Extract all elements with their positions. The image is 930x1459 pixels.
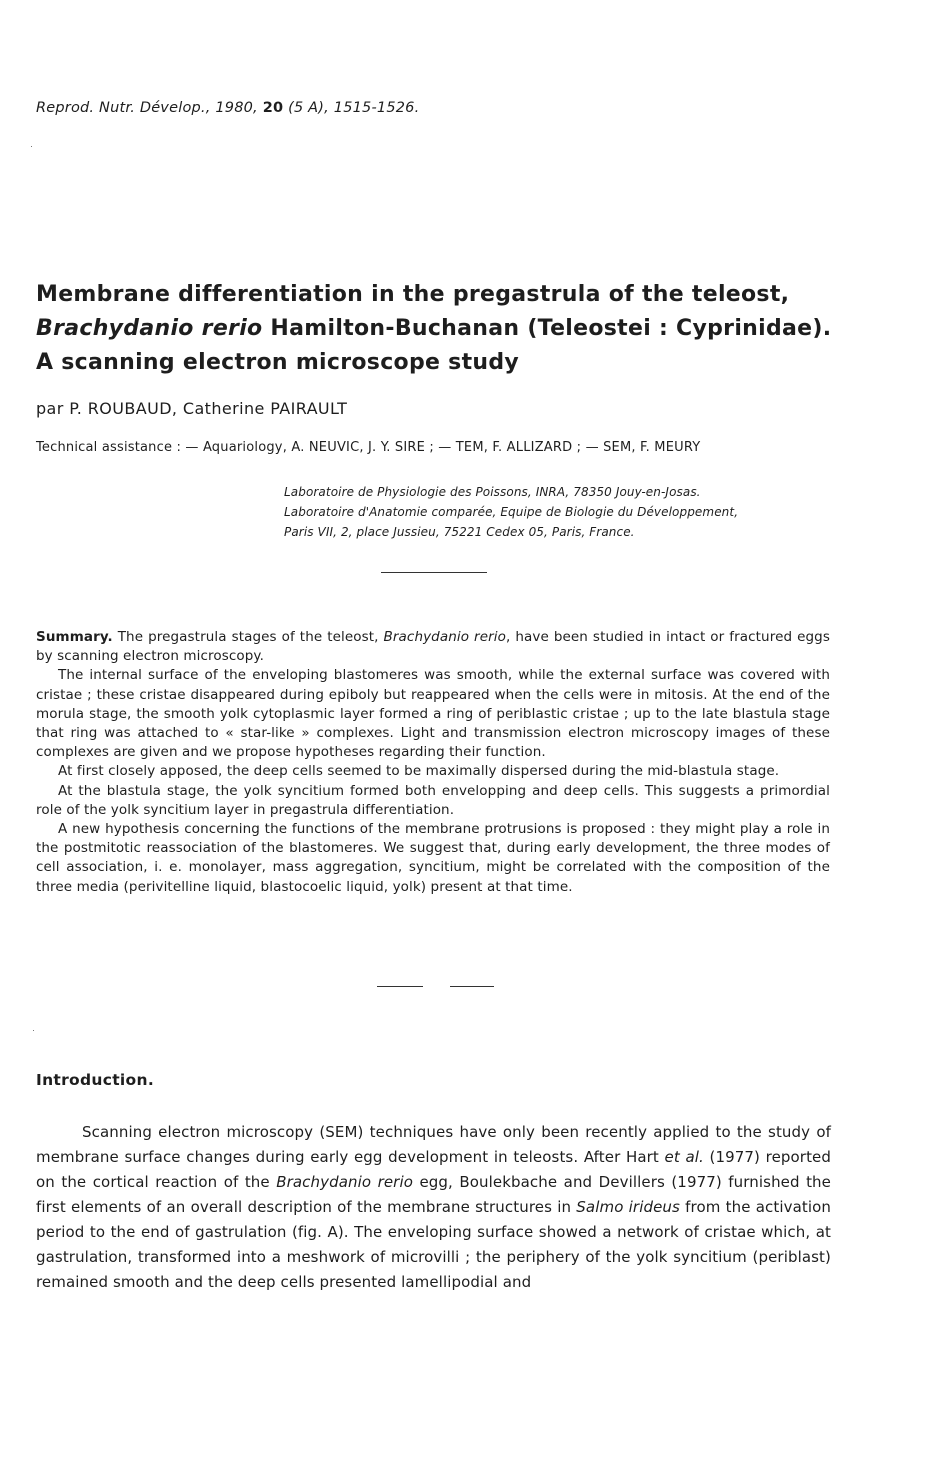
summary-paragraph: [36, 628, 830, 666]
title-species: Brachydanio rerio: [36, 316, 263, 341]
summary-separator-left: [377, 986, 423, 987]
title-line-2: [36, 312, 896, 346]
intro-text: Scanning electron microscopy (SEM) techniques have only been recently applied to the study of membrane surface changes during early egg development in teleosts. After Hart: [36, 1123, 831, 1166]
summary: [36, 628, 830, 897]
citation-volume: 20: [262, 100, 284, 116]
header-separator: [381, 572, 487, 573]
summary-paragraph: At the blastula stage, the yolk syncitium formed both envelopping and deep cells. This suggests a primordial role of the yolk syncitium layer in pregastrula differentiation.: [36, 782, 830, 818]
summary-text: The pregastrula stages of the teleost,: [112, 629, 384, 645]
summary-paragraph: At first closely apposed, the deep cells seemed to be maximally dispersed during the mid-blastula stage.: [58, 763, 780, 780]
summary-separator-right: [450, 986, 494, 987]
introduction-heading: Introduction.: [36, 1071, 155, 1089]
scan-mark: [31, 146, 32, 147]
intro-italic: et al.: [664, 1148, 704, 1166]
technical-assistance: Technical assistance : — Aquariology, A. NEUVIC, J. Y. SIRE ; — TEM, F. ALLIZARD ; — SEM, F. MEURY: [36, 440, 701, 455]
intro-text: egg, Boulekbache and Devillers (1977) furnished the first elements of an overall description of the membrane structures in: [36, 1173, 831, 1216]
affiliation-line: Laboratoire de Physiologie des Poissons, INRA, 78350 Jouy-en-Josas.: [284, 485, 701, 499]
summary-heading: Summary.: [36, 629, 113, 645]
citation-pages: (5 A), 1515-1526.: [283, 100, 420, 116]
summary-text: , have been studied in intact or fractured eggs by scanning electron microscopy.: [36, 629, 830, 665]
summary-paragraph: The internal surface of the enveloping blastomeres was smooth, while the external surface was covered with cristae ; these cristae disappeared during epiboly but reappeared when the cells were in mitosis. At the end of the morula stage, the smooth yolk cytoplasmic layer formed a ring of periblastic cristae ; up to the late blastula stage that ring was attached to « star-like » complexes. Light and transmission electron microscopy images of these complexes are given and we propose hypotheses regarding their function.: [36, 667, 830, 761]
affiliations: [284, 482, 844, 542]
title-line-2-rest: Hamilton-Buchanan (Teleostei : Cyprinidae).: [262, 316, 832, 341]
scan-mark: [33, 1030, 34, 1031]
introduction-paragraph: [36, 1120, 831, 1295]
summary-species: Brachydanio rerio: [383, 629, 506, 645]
citation-year: , 1980,: [205, 100, 263, 116]
affiliation-line: Paris VII, 2, place Jussieu, 75221 Cedex 05, Paris, France.: [284, 525, 635, 539]
intro-text: from the activation period to the end of gastrulation (fig. A). The enveloping surface showed a network of cristae which, at gastrulation, transformed into a meshwork of microvilli ; the periphery of the yolk syncitium (periblast) remained smooth and the deep cells presented lamellipodial and: [36, 1198, 832, 1291]
introduction-body: [36, 1120, 831, 1295]
journal-name: Reprod. Nutr. Dévelop.: [36, 100, 206, 116]
authors: par P. ROUBAUD, Catherine PAIRAULT: [36, 399, 348, 418]
summary-paragraph: A new hypothesis concerning the functions of the membrane protrusions is proposed : they might play a role in the postmitotic reassociation of the blastomeres. We suggest that, during early development, the three modes of cell association, i. e. monolayer, mass aggregation, syncitium, might be correlated with the composition of the three media (perivitelline liquid, blastocoelic liquid, yolk) present at that time.: [36, 821, 830, 895]
journal-citation: [36, 100, 419, 116]
affiliation-line: Laboratoire d'Anatomie comparée, Equipe de Biologie du Développement,: [284, 505, 739, 519]
article-title: [36, 278, 896, 380]
intro-species: Brachydanio rerio: [276, 1173, 413, 1191]
intro-species: Salmo irideus: [576, 1198, 680, 1216]
title-line-3: A scanning electron microscope study: [36, 350, 520, 375]
intro-text: (1977) reported on the cortical reaction of the: [36, 1148, 831, 1191]
title-line-1: Membrane differentiation in the pregastrula of the teleost,: [36, 282, 790, 307]
